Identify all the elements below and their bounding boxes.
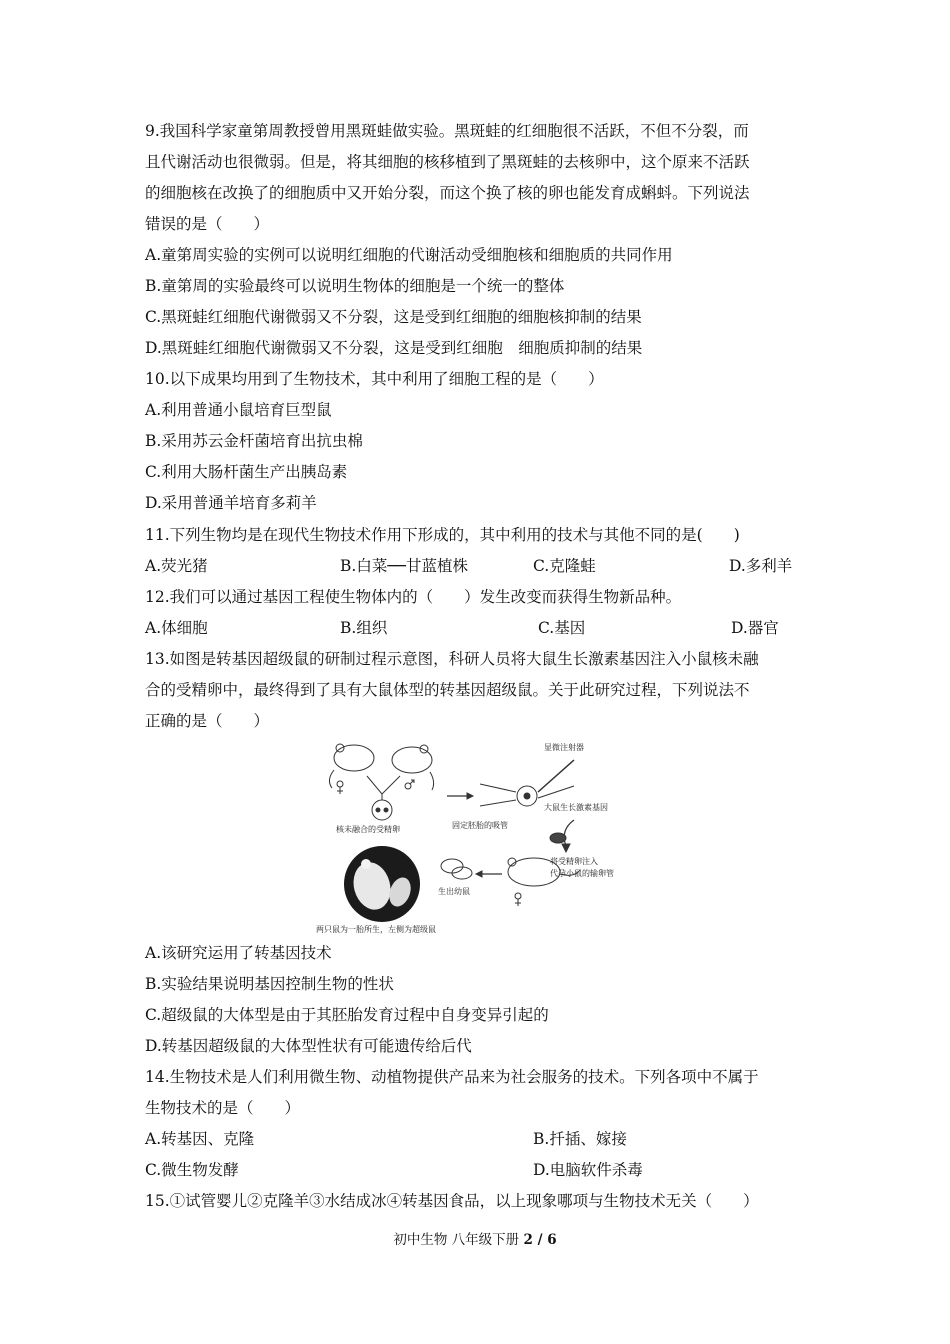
q12-option-b: B.组织 [340,619,388,637]
arrow-left-icon [476,871,502,877]
q9-option-b: B.童第周的实验最终可以说明生物体的细胞是一个统一的整体 [145,277,565,295]
q13-stem-line-1: 13.如图是转基因超级鼠的研制过程示意图，科研人员将大鼠生长激素基因注入小鼠核未融 [145,650,759,668]
q14-option-b: B.扦插、嫁接 [533,1130,627,1148]
label-oviduct: 代孕小鼠的输卵管 [550,869,614,878]
q10-stem: 10.以下成果均用到了生物技术，其中利用了细胞工程的是（ ） [145,370,604,388]
q10-option-c: C.利用大肠杆菌生产出胰岛素 [145,463,348,481]
female-mouse-icon [329,744,374,794]
q9-stem-line-3: 的细胞核在改换了的细胞质中又开始分裂，而这个换了核的卵也能发育成蝌蚪。下列说法 [145,184,750,202]
q14-stem-line-2: 生物技术的是（ ） [145,1099,301,1117]
footer-page-number: 2 [523,1232,533,1248]
q13-option-d: D.转基因超级鼠的大体型性状有可能遗传给后代 [145,1037,472,1055]
q15-stem: 15.①试管婴儿②克隆羊③水结成冰④转基因食品，以上现象哪项与生物技术无关（ ） [145,1192,759,1210]
q10-option-b: B.采用苏云金杆菌培育出抗虫棉 [145,432,363,450]
q12-option-d: D.器官 [731,619,779,637]
fertilized-egg-icon [372,800,392,820]
q14-option-d: D.电脑软件杀毒 [533,1161,643,1179]
footer-separator: / [532,1232,548,1248]
q9-stem-line-1: 9.我国科学家童第周教授曾用黑斑蛙做实验。黑斑蛙的红细胞很不活跃，不但不分裂，而 [145,122,749,140]
q14-stem-line-1: 14.生物技术是人们利用微生物、动植物提供产品来为社会服务的技术。下列各项中不属于 [145,1068,759,1086]
super-mouse-photo [344,846,420,922]
q9-option-c: C.黑斑蛙红细胞代谢微弱又不分裂，这是受到红细胞的细胞核抑制的结果 [145,308,642,326]
label-caption: 两只鼠为一胎所生，左侧为超级鼠 [316,925,436,934]
label-fertilized-egg: 核未融合的受精卵 [336,825,400,834]
q13-option-c: C.超级鼠的大体型是由于其胚胎发育过程中自身变异引起的 [145,1006,549,1024]
label-holding-pipette: 固定胚胎的吸管 [452,821,508,830]
q13-option-b: B.实验结果说明基因控制生物的性状 [145,975,394,993]
q10-option-a: A.利用普通小鼠培育巨型鼠 [145,401,332,419]
q11-option-a: A.荧光猪 [145,557,208,575]
q11-option-b: B.白菜──甘蓝植株 [340,557,468,575]
q9-stem-line-4: 错误的是（ ） [145,215,270,233]
q11-stem: 11.下列生物均是在现代生物技术作用下形成的，其中利用的技术与其他不同的是( ) [145,526,740,544]
q12-option-a: A.体细胞 [145,619,208,637]
label-micro-injector: 显微注射器 [544,743,584,752]
q12-option-c: C.基因 [538,619,586,637]
q9-option-a: A.童第周实验的实例可以说明红细胞的代谢活动受细胞核和细胞质的共同作用 [145,246,673,264]
male-mouse-icon [392,745,434,790]
label-offspring: 生出幼鼠 [438,887,470,896]
q11-option-d: D.多利羊 [729,557,793,575]
q9-option-d: D.黑斑蛙红细胞代谢微弱又不分裂，这是受到红细胞 细胞质抑制的结果 [145,339,643,357]
transgenic-mouse-figure [312,736,634,936]
q11-option-c: C.克隆蛙 [533,557,596,575]
label-inject-mouse: 将受精卵注入 [550,857,598,866]
page-footer [0,1228,950,1248]
q9-stem-line-2: 且代谢活动也很微弱。但是，将其细胞的核移植到了黑斑蛙的去核卵中，这个原来不活跃 [145,153,750,171]
q13-stem-line-3: 正确的是（ ） [145,712,270,730]
injection-setup-icon [480,760,574,806]
pups-icon [441,859,472,879]
q14-option-a: A.转基因、克隆 [145,1130,255,1148]
footer-total-pages: 6 [547,1232,557,1248]
q13-stem-line-2: 合的受精卵中，最终得到了具有大鼠体型的转基因超级鼠。关于此研究过程，下列说法不 [145,681,750,699]
footer-subject: 初中生物 八年级下册 [393,1232,524,1248]
arrow-right-icon [447,793,473,799]
q13-option-a: A.该研究运用了转基因技术 [145,944,332,962]
label-rat-gene: 大鼠生长激素基因 [544,803,608,812]
q10-option-d: D.采用普通羊培育多莉羊 [145,494,317,512]
q12-stem: 12.我们可以通过基因工程使生物体内的（ ）发生改变而获得生物新品种。 [145,588,682,606]
q14-option-c: C.微生物发酵 [145,1161,239,1179]
